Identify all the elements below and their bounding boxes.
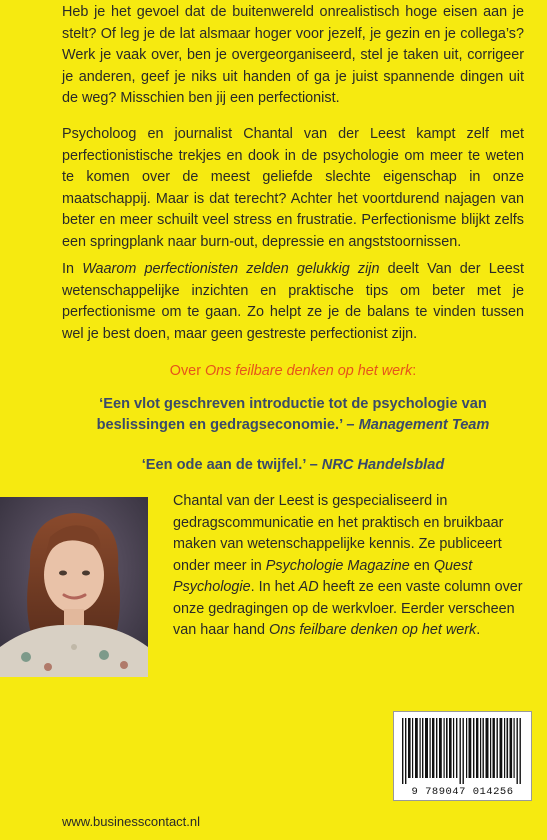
author-paragraph: Psycholoog en journalist Chantal van der Leest kampt zelf met perfectionistische trekjes en dook in de psychologie om meer te weten te komen over de meest geliefde slechte eigenschap in onze maatschappij. Maar is dat terecht? Achter het voortdurend najagen van beter en meer schuilt veel stress en frustratie. Perfectionisme blijkt zelfs een springplank naar burn-out, depressie en angststoornissen. xyxy=(62,126,524,250)
bio-text-2: en xyxy=(409,557,434,574)
p3-prefix: In xyxy=(62,261,83,277)
p3-rest: deelt Van der Leest wetenschappelijke inzichten en praktische tips om beter met je perfectionisme om te gaan. Zo helpt ze je de balans te vinden tussen wel je best doen, maar geen gestreste perfectionist zijn. xyxy=(62,261,524,342)
over-suffix: : xyxy=(412,363,417,379)
review-quote-2 xyxy=(62,455,524,476)
isbn-number: 9 789047 014256 xyxy=(411,786,514,798)
bio-previous-book: Ons feilbare denken op het werk xyxy=(269,622,477,638)
bio-magazine-2: Quest Psychologie xyxy=(173,557,473,595)
previous-book-heading xyxy=(62,363,524,379)
bio-text-4: heeft ze een vaste column over onze gedragingen op de werkvloer. Eerder verscheen van haar hand xyxy=(173,579,523,638)
intro-paragraph: Heb je het gevoel dat de buitenwereld onrealistisch hoge eisen aan je stelt? Of leg je de lat alsmaar hoger voor jezelf, je gezin en je collega’s? Werk je vaak over, ben je overgeorganiseerd, stel je taken uit, corrigeer je anderen, geef je niks uit handen of ga je juist spannende dingen uit de weg? Misschien ben jij een perfectionist. xyxy=(62,4,524,106)
quote-2-text: ‘Een ode aan de twijfel.’ – xyxy=(141,457,322,473)
previous-book-title: Ons feilbare denken op het werk xyxy=(204,363,413,379)
bio-newspaper: AD xyxy=(298,579,319,595)
bio-text-1: Chantal van der Leest is gespecialiseerd in gedragscommunicatie en het praktisch en bruikbaar maken van wetenschappelijke kennis. Ze publiceert onder meer in xyxy=(173,493,504,574)
over-prefix: Over xyxy=(169,363,205,379)
quote-1-text: ‘Een vlot geschreven introductie tot de psychologie van beslissingen en gedragseconomie.’ – xyxy=(96,396,487,433)
author-bio xyxy=(173,491,524,642)
barcode-bars xyxy=(400,718,525,784)
quote-2-source: NRC Handelsblad xyxy=(321,457,445,473)
book-title: Waarom perfectionisten zelden gelukkig zijn xyxy=(82,261,380,277)
review-quote-1 xyxy=(62,394,524,436)
publisher-url[interactable]: www.businesscontact.nl xyxy=(62,814,201,829)
book-paragraph xyxy=(62,259,524,345)
bio-magazine-1: Psychologie Magazine xyxy=(265,557,410,574)
quote-1-source: Management Team xyxy=(358,417,490,433)
author-photo xyxy=(0,497,148,677)
bio-text-3: . In het xyxy=(250,579,299,595)
bio-text-5: . xyxy=(476,622,481,638)
isbn-barcode xyxy=(393,711,532,801)
